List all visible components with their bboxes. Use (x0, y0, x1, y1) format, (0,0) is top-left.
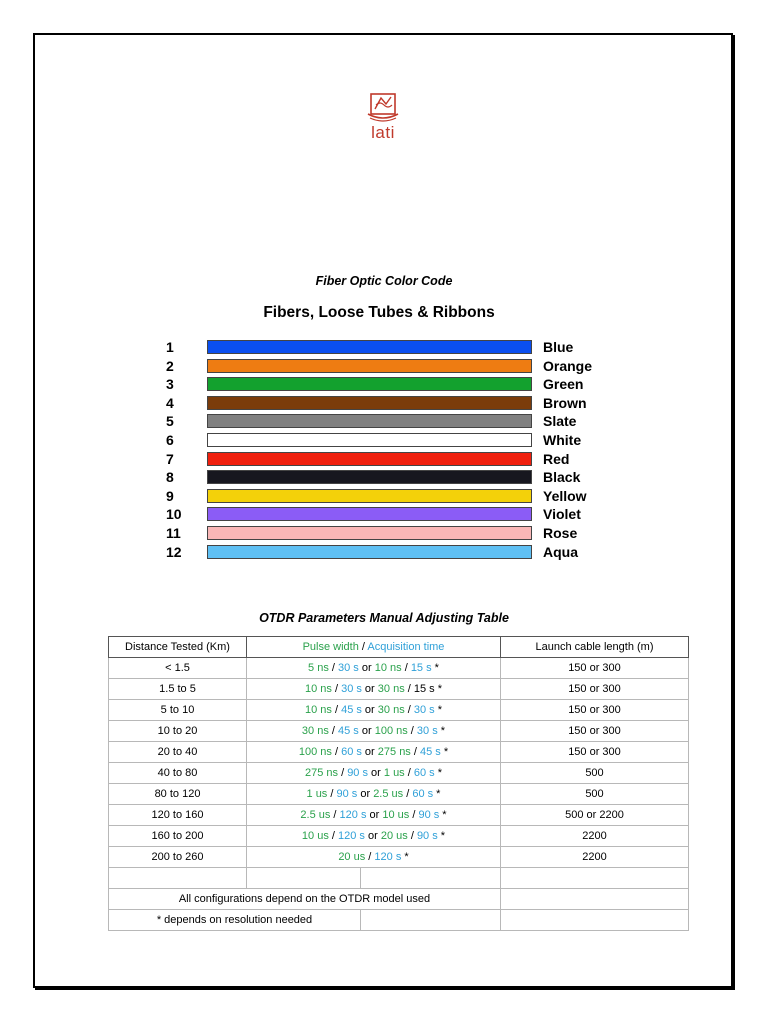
color-number: 6 (166, 432, 174, 448)
color-name: Yellow (543, 487, 587, 504)
pulse-width-value: 20 us (338, 851, 366, 863)
acquisition-time-value: 90 s (347, 767, 368, 779)
table-row (109, 847, 689, 868)
launch-cell: 150 or 300 (501, 658, 689, 679)
color-name: Brown (543, 394, 587, 411)
color-swatch (207, 396, 532, 410)
color-name: Slate (543, 413, 577, 430)
asterisk: * (437, 725, 446, 737)
empty-cell (501, 868, 689, 889)
or-word: or (361, 746, 378, 758)
or-word: or (364, 830, 381, 842)
pulse-width-value: 100 ns (374, 725, 408, 737)
color-name: Aqua (543, 543, 578, 560)
empty-cell (247, 868, 361, 889)
slash: / (404, 704, 414, 716)
asterisk: * (401, 851, 409, 863)
otdr-table (108, 636, 689, 931)
acquisition-time-value: 90 s (336, 788, 358, 800)
table-header-row (109, 637, 689, 658)
table-row (109, 784, 689, 805)
launch-cell: 2200 (501, 826, 689, 847)
logo (359, 92, 407, 142)
launch-cell: 150 or 300 (501, 679, 689, 700)
table-row (109, 826, 689, 847)
asterisk: * (433, 788, 441, 800)
distance-cell: 20 to 40 (109, 742, 247, 763)
header-acquisition: Acquisition time (367, 641, 445, 653)
color-row (0, 358, 768, 375)
or-word: or (358, 725, 375, 737)
book-hand-logo-icon (359, 92, 407, 126)
pulse-acquisition-cell (247, 742, 501, 763)
empty-row (109, 868, 689, 889)
distance-cell: 120 to 160 (109, 805, 247, 826)
color-number: 3 (166, 376, 174, 393)
pulse-width-value: 10 ns (304, 683, 332, 695)
distance-cell: 160 to 200 (109, 826, 247, 847)
launch-cell: 2200 (501, 847, 689, 868)
color-row (0, 413, 768, 430)
slash: / (404, 683, 414, 695)
slash: / (331, 704, 342, 716)
color-row (0, 339, 768, 356)
color-swatch (207, 340, 532, 354)
slash: / (407, 725, 417, 737)
slash: / (365, 851, 375, 863)
asterisk: * (434, 704, 443, 716)
acquisition-time-value: 15 s (410, 662, 432, 674)
acquisition-time-value: 60 s (412, 788, 434, 800)
slash: / (331, 683, 342, 695)
slash: / (404, 767, 414, 779)
color-swatch (207, 470, 532, 484)
color-swatch (207, 414, 532, 428)
color-number: 2 (166, 357, 174, 374)
header-distance: Distance Tested (Km) (109, 637, 247, 658)
launch-cell: 150 or 300 (501, 700, 689, 721)
header-launch: Launch cable length (m) (501, 637, 689, 658)
color-swatch (207, 545, 532, 559)
or-word: or (361, 683, 378, 695)
acquisition-time-value: 120 s (339, 809, 367, 821)
or-word: or (367, 767, 384, 779)
color-row (0, 525, 768, 542)
pulse-width-value: 5 ns (308, 662, 329, 674)
acquisition-time-value: 30 s (341, 683, 362, 695)
color-code-heading: Fibers, Loose Tubes & Ribbons (263, 304, 495, 321)
color-number: 8 (166, 469, 174, 486)
color-row (0, 376, 768, 393)
acquisition-time-value: 120 s (374, 851, 402, 863)
asterisk: * (439, 809, 447, 821)
or-word: or (357, 788, 374, 800)
pulse-width-value: 100 ns (298, 746, 332, 758)
color-name: Blue (543, 339, 574, 355)
color-number: 11 (166, 525, 181, 541)
distance-cell: 10 to 20 (109, 721, 247, 742)
color-name: Black (543, 469, 581, 486)
launch-cell: 500 or 2200 (501, 805, 689, 826)
launch-cell: 500 (501, 784, 689, 805)
color-swatch (207, 489, 532, 503)
color-row (0, 469, 768, 486)
pulse-width-value: 10 ns (374, 662, 402, 674)
launch-cell: 150 or 300 (501, 742, 689, 763)
color-code-title: Fiber Optic Color Code (315, 274, 453, 288)
empty-cell (361, 868, 501, 889)
color-name: Orange (543, 357, 593, 374)
acquisition-time-value: 60 s (341, 746, 362, 758)
slash: / (409, 809, 419, 821)
pulse-width-value: 20 us (380, 830, 408, 842)
table-row (109, 721, 689, 742)
acquisition-time-value: 45 s (338, 725, 359, 737)
pulse-acquisition-cell (247, 784, 501, 805)
color-number: 7 (166, 450, 174, 467)
header-slash: / (358, 641, 368, 653)
slash: / (328, 662, 339, 674)
distance-cell: 200 to 260 (109, 847, 247, 868)
pulse-acquisition-cell (247, 658, 501, 679)
pulse-width-value: 2.5 us (373, 788, 404, 800)
empty-cell (361, 910, 501, 931)
color-swatch (207, 526, 532, 540)
color-number: 9 (166, 487, 174, 504)
slash: / (330, 809, 340, 821)
color-number: 4 (166, 394, 174, 411)
header-pulse-acquisition (247, 637, 501, 658)
acquisition-time-value: 30 s (338, 662, 359, 674)
color-swatch (207, 507, 532, 521)
pulse-width-value: 10 us (301, 830, 329, 842)
slash: / (327, 788, 337, 800)
color-name: Green (543, 376, 584, 393)
slash: / (328, 830, 339, 842)
color-row (0, 432, 768, 449)
or-word: or (361, 704, 378, 716)
color-name: White (543, 432, 582, 448)
acquisition-time-value: 90 s (416, 830, 438, 842)
or-word: or (366, 809, 383, 821)
note-row (109, 910, 689, 931)
pulse-width-value: 10 ns (304, 704, 332, 716)
color-name: Red (543, 450, 570, 467)
slash: / (401, 662, 411, 674)
color-row (0, 544, 768, 561)
note-row (109, 889, 689, 910)
pulse-acquisition-cell (247, 805, 501, 826)
table-row (109, 679, 689, 700)
acquisition-time-value: 15 s (413, 683, 435, 695)
empty-cell (501, 889, 689, 910)
color-number: 1 (166, 339, 174, 355)
pulse-width-value: 275 ns (304, 767, 339, 779)
pulse-acquisition-cell (247, 763, 501, 784)
acquisition-time-value: 30 s (416, 725, 438, 737)
otdr-table-body (109, 658, 689, 931)
asterisk: * (434, 683, 443, 695)
color-number: 12 (166, 543, 182, 560)
pulse-width-value: 10 us (382, 809, 410, 821)
color-row (0, 395, 768, 412)
pulse-width-value: 275 ns (377, 746, 411, 758)
color-number: 10 (166, 506, 182, 523)
pulse-acquisition-cell (247, 700, 501, 721)
asterisk: * (437, 830, 446, 842)
color-row (0, 451, 768, 468)
logo-text: lati (371, 123, 395, 142)
acquisition-time-value: 90 s (418, 809, 440, 821)
slash: / (331, 746, 342, 758)
pulse-width-value: 30 ns (377, 683, 405, 695)
asterisk: * (440, 746, 449, 758)
color-swatch (207, 452, 532, 466)
empty-cell (501, 910, 689, 931)
slash: / (407, 830, 417, 842)
distance-cell: 5 to 10 (109, 700, 247, 721)
asterisk: * (431, 662, 439, 674)
asterisk: * (434, 767, 442, 779)
pulse-width-value: 2.5 us (300, 809, 331, 821)
pulse-width-value: 30 ns (377, 704, 405, 716)
otdr-title: OTDR Parameters Manual Adjusting Table (259, 611, 509, 625)
table-row (109, 763, 689, 784)
color-swatch (207, 433, 532, 447)
slash: / (338, 767, 348, 779)
launch-cell: 150 or 300 (501, 721, 689, 742)
header-pulse: Pulse width (302, 641, 359, 653)
color-name: Rose (543, 525, 578, 541)
note-text: All configurations depend on the OTDR model used (109, 889, 501, 910)
acquisition-time-value: 45 s (341, 704, 362, 716)
distance-cell: 40 to 80 (109, 763, 247, 784)
acquisition-time-value: 120 s (338, 830, 365, 842)
note-text: * depends on resolution needed (109, 910, 361, 931)
table-row (109, 700, 689, 721)
pulse-acquisition-cell (247, 721, 501, 742)
slash: / (403, 788, 413, 800)
acquisition-time-value: 60 s (413, 767, 435, 779)
color-name: Violet (543, 506, 581, 523)
or-word: or (358, 662, 375, 674)
slash: / (328, 725, 339, 737)
distance-cell: < 1.5 (109, 658, 247, 679)
color-swatch (207, 359, 532, 373)
color-row (0, 506, 768, 523)
table-row (109, 805, 689, 826)
acquisition-time-value: 45 s (419, 746, 441, 758)
pulse-width-value: 30 ns (301, 725, 329, 737)
empty-cell (109, 868, 247, 889)
color-number: 5 (166, 413, 174, 430)
distance-cell: 80 to 120 (109, 784, 247, 805)
slash: / (410, 746, 420, 758)
distance-cell: 1.5 to 5 (109, 679, 247, 700)
pulse-acquisition-cell (247, 679, 501, 700)
pulse-width-value: 1 us (306, 788, 328, 800)
table-row (109, 658, 689, 679)
acquisition-time-value: 30 s (413, 704, 435, 716)
table-row (109, 742, 689, 763)
color-row (0, 488, 768, 505)
pulse-acquisition-cell (247, 847, 501, 868)
color-swatch (207, 377, 532, 391)
pulse-width-value: 1 us (383, 767, 405, 779)
pulse-acquisition-cell (247, 826, 501, 847)
launch-cell: 500 (501, 763, 689, 784)
